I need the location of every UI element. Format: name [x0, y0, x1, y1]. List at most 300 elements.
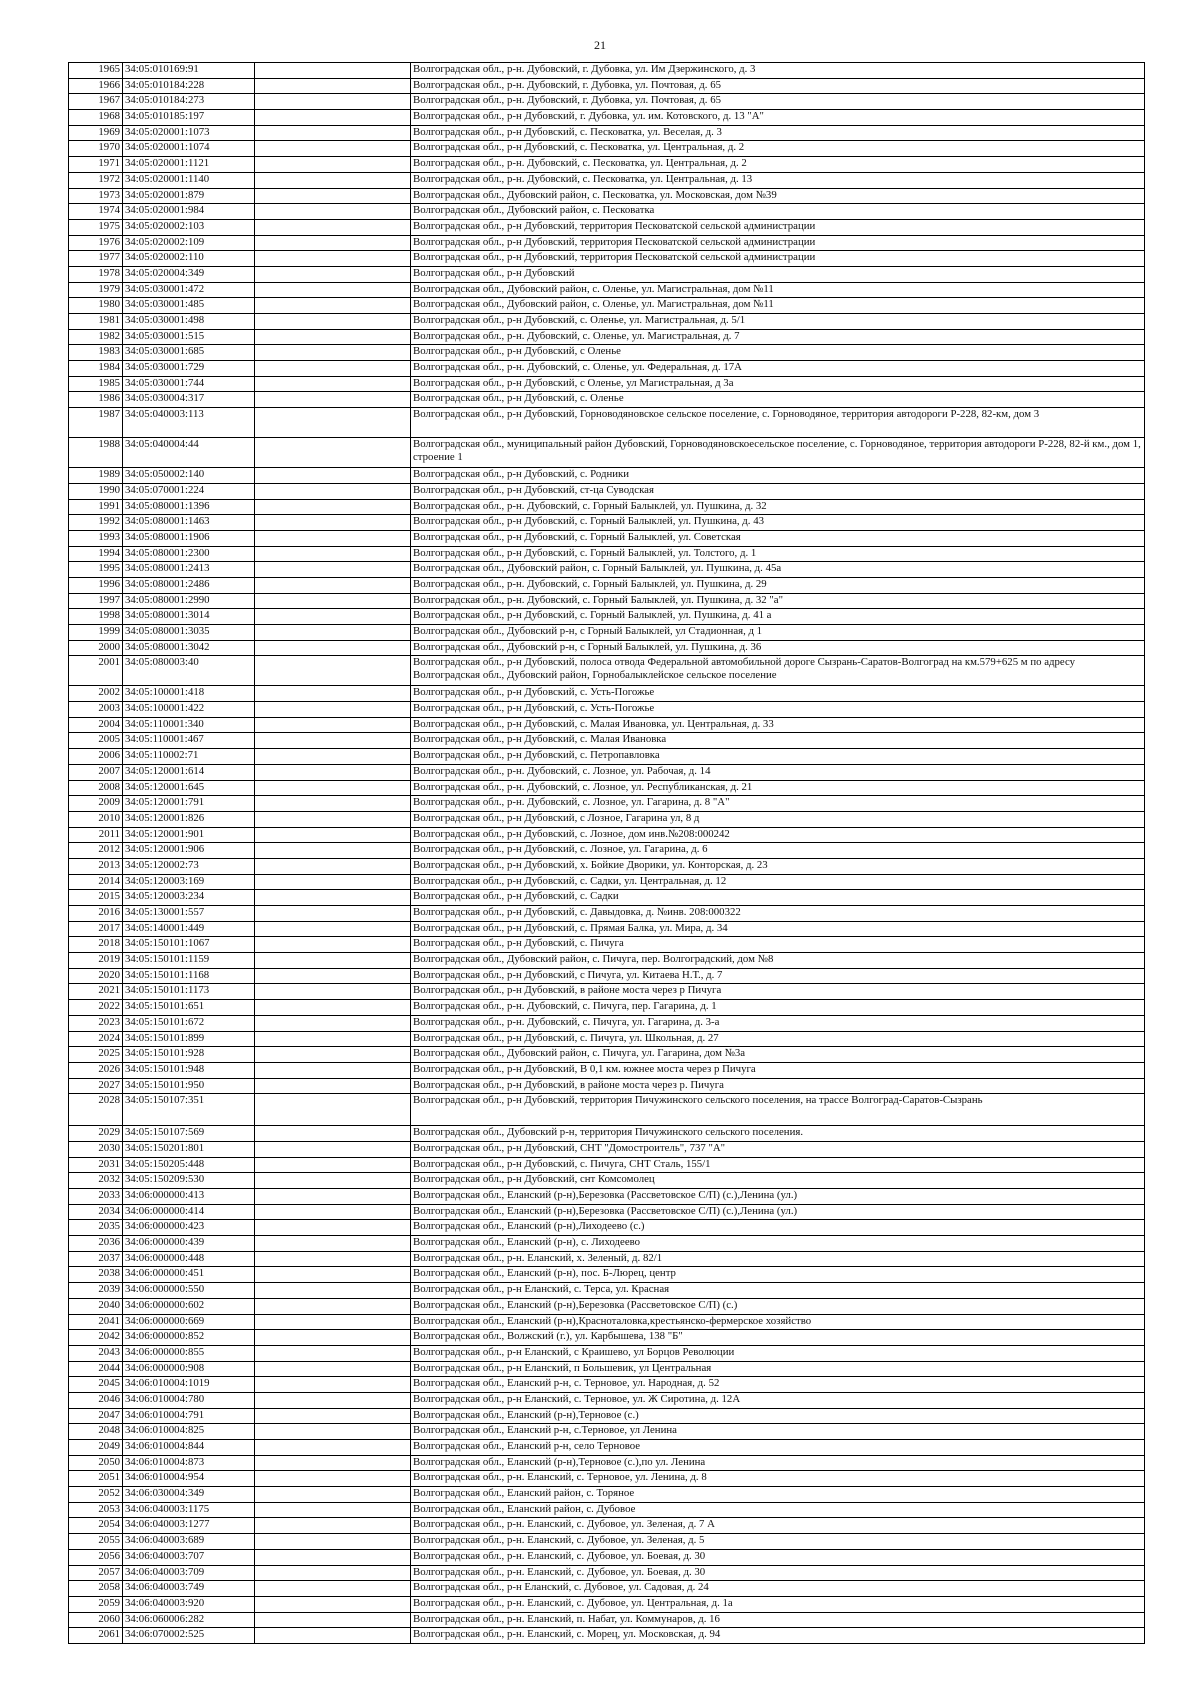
address-cell: Волгоградская обл., р-н. Дубовский, с. Горный Балыклей, ул. Пушкина, д. 32 [411, 499, 1145, 515]
cadastral-number-cell: 34:05:020002:110 [123, 251, 255, 267]
address-cell: Волгоградская обл., р-н Дубовский, с. Усть-Погожье [411, 686, 1145, 702]
table-row [69, 1565, 1145, 1581]
cadastral-number-cell: 34:05:080001:1396 [123, 499, 255, 515]
blank-cell [255, 1000, 411, 1016]
blank-cell [255, 483, 411, 499]
cadastral-number-cell: 34:06:010004:873 [123, 1455, 255, 1471]
cadastral-number-cell: 34:05:150101:1173 [123, 984, 255, 1000]
row-number-cell: 1976 [69, 235, 123, 251]
cadastral-number-cell: 34:05:100001:418 [123, 686, 255, 702]
cadastral-number-cell: 34:05:120003:169 [123, 874, 255, 890]
cadastral-number-cell: 34:06:060006:282 [123, 1612, 255, 1628]
blank-cell [255, 1157, 411, 1173]
address-cell: Волгоградская обл., р-н Дубовский, с. Песковатка, ул. Веселая, д. 3 [411, 125, 1145, 141]
address-cell: Волгоградская обл., р-н Дубовский, с. Горный Балыклей, ул. Пушкина, д. 43 [411, 515, 1145, 531]
table-row [69, 1141, 1145, 1157]
blank-cell [255, 749, 411, 765]
table-row [69, 1549, 1145, 1565]
address-cell: Волгоградская обл., р-н. Дубовский, с. Пичуга, пер. Гагарина, д. 1 [411, 1000, 1145, 1016]
address-cell: Волгоградская обл., р-н Дубовский, с. Пичуга, СНТ Сталь, 155/1 [411, 1157, 1145, 1173]
table-body [69, 63, 1145, 1644]
row-number-cell: 2008 [69, 780, 123, 796]
address-cell: Волгоградская обл., Еланский (р-н), с. Лиходеево [411, 1236, 1145, 1252]
row-number-cell: 1966 [69, 78, 123, 94]
address-cell: Волгоградская обл., Дубовский район, с. Пичуга, пер. Волгоградский, дом №8 [411, 953, 1145, 969]
blank-cell [255, 1236, 411, 1252]
address-cell: Волгоградская обл., р-н. Еланский, с. Дубовое, ул. Зеленая, д. 5 [411, 1534, 1145, 1550]
address-cell: Волгоградская обл., Еланский р-н, с. Терновое, ул. Народная, д. 52 [411, 1377, 1145, 1393]
row-number-cell: 2023 [69, 1015, 123, 1031]
address-cell: Волгоградская обл., Еланский (р-н),Березовка (Рассветовское С/П) (с.) [411, 1298, 1145, 1314]
address-cell: Волгоградская обл., Еланский район, с. Торяное [411, 1487, 1145, 1503]
row-number-cell: 2003 [69, 702, 123, 718]
address-cell: Волгоградская обл., р-н. Дубовский, с. Пичуга, ул. Гагарина, д. 3-а [411, 1015, 1145, 1031]
blank-cell [255, 345, 411, 361]
blank-cell [255, 780, 411, 796]
blank-cell [255, 157, 411, 173]
address-cell: Волгоградская обл., р-н. Дубовский, с. Лозное, ул. Гагарина, д. 8 "А" [411, 796, 1145, 812]
table-row [69, 1471, 1145, 1487]
cadastral-number-cell: 34:05:140001:449 [123, 921, 255, 937]
row-number-cell: 2031 [69, 1157, 123, 1173]
row-number-cell: 1984 [69, 361, 123, 377]
table-row [69, 1502, 1145, 1518]
table-row [69, 780, 1145, 796]
cadastral-number-cell: 34:05:110002:71 [123, 749, 255, 765]
blank-cell [255, 376, 411, 392]
address-cell: Волгоградская обл., Дубовский район, с. Песковатка, ул. Московская, дом №39 [411, 188, 1145, 204]
table-row [69, 609, 1145, 625]
row-number-cell: 1978 [69, 266, 123, 282]
address-cell: Волгоградская обл., р-н Дубовский, с. Лозное, дом инв.№208:000242 [411, 827, 1145, 843]
table-row [69, 483, 1145, 499]
row-number-cell: 1977 [69, 251, 123, 267]
blank-cell [255, 1518, 411, 1534]
address-cell: Волгоградская обл., р-н Дубовский, с. Горный Балыклей, ул. Толстого, д. 1 [411, 546, 1145, 562]
table-row [69, 764, 1145, 780]
cadastral-number-cell: 34:06:000000:602 [123, 1298, 255, 1314]
row-number-cell: 1999 [69, 625, 123, 641]
table-row [69, 157, 1145, 173]
row-number-cell: 2034 [69, 1204, 123, 1220]
table-row [69, 749, 1145, 765]
row-number-cell: 1979 [69, 282, 123, 298]
address-cell: Волгоградская обл., Еланский (р-н), пос. Б-Люрец, центр [411, 1267, 1145, 1283]
table-row [69, 1062, 1145, 1078]
row-number-cell: 2011 [69, 827, 123, 843]
table-row [69, 1283, 1145, 1299]
cadastral-number-cell: 34:05:040003:113 [123, 408, 255, 438]
address-cell: Волгоградская обл., р-н Дубовский, с. Горный Балыклей, ул. Советская [411, 530, 1145, 546]
row-number-cell: 1968 [69, 110, 123, 126]
row-number-cell: 1987 [69, 408, 123, 438]
table-row [69, 1612, 1145, 1628]
cadastral-number-cell: 34:05:120002:73 [123, 858, 255, 874]
cadastral-number-cell: 34:05:080001:1906 [123, 530, 255, 546]
address-cell: Волгоградская обл., р-н. Дубовский, с. Лозное, ул. Республиканская, д. 21 [411, 780, 1145, 796]
row-number-cell: 2048 [69, 1424, 123, 1440]
blank-cell [255, 733, 411, 749]
cadastral-number-cell: 34:05:080001:3014 [123, 609, 255, 625]
blank-cell [255, 1015, 411, 1031]
row-number-cell: 2005 [69, 733, 123, 749]
blank-cell [255, 906, 411, 922]
table-row [69, 188, 1145, 204]
row-number-cell: 1988 [69, 438, 123, 468]
address-cell: Волгоградская обл., р-н Дубовский, с Лозное, Гагарина ул, 8 д [411, 811, 1145, 827]
row-number-cell: 2000 [69, 640, 123, 656]
address-cell: Волгоградская обл., Дубовский район, с. Пичуга, ул. Гагарина, дом №3а [411, 1047, 1145, 1063]
table-row [69, 63, 1145, 79]
blank-cell [255, 577, 411, 593]
table-row [69, 110, 1145, 126]
blank-cell [255, 1534, 411, 1550]
table-row [69, 1330, 1145, 1346]
address-cell: Волгоградская обл., р-н Еланский, с Краишево, ул Борцов Революции [411, 1345, 1145, 1361]
table-row [69, 577, 1145, 593]
cadastral-number-cell: 34:05:120001:901 [123, 827, 255, 843]
table-row [69, 1189, 1145, 1205]
blank-cell [255, 843, 411, 859]
table-row [69, 1628, 1145, 1644]
cadastral-number-cell: 34:05:120001:826 [123, 811, 255, 827]
row-number-cell: 2018 [69, 937, 123, 953]
blank-cell [255, 1062, 411, 1078]
address-cell: Волгоградская обл., Дубовский р-н, с Горный Балыклей, ул. Пушкина, д. 36 [411, 640, 1145, 656]
table-row [69, 858, 1145, 874]
blank-cell [255, 1031, 411, 1047]
blank-cell [255, 1189, 411, 1205]
cadastral-number-cell: 34:05:020004:349 [123, 266, 255, 282]
table-row [69, 499, 1145, 515]
row-number-cell: 1981 [69, 314, 123, 330]
blank-cell [255, 251, 411, 267]
table-row [69, 1361, 1145, 1377]
row-number-cell: 1973 [69, 188, 123, 204]
address-cell: Волгоградская обл., р-н. Дубовский, г. Дубовка, ул. Им Дзержинского, д. 3 [411, 63, 1145, 79]
table-row [69, 1015, 1145, 1031]
cadastral-number-cell: 34:06:000000:451 [123, 1267, 255, 1283]
address-cell: Волгоградская обл., р-н Дубовский, территория Песковатской сельской администрации [411, 219, 1145, 235]
address-cell: Волгоградская обл., р-н. Еланский, с. Дубовое, ул. Зеленая, д. 7 А [411, 1518, 1145, 1534]
row-number-cell: 1982 [69, 329, 123, 345]
table-row [69, 640, 1145, 656]
address-cell: Волгоградская обл., р-н Дубовский, территория Песковатской сельской администрации [411, 251, 1145, 267]
row-number-cell: 2043 [69, 1345, 123, 1361]
blank-cell [255, 314, 411, 330]
cadastral-number-cell: 34:05:150101:1159 [123, 953, 255, 969]
blank-cell [255, 392, 411, 408]
address-cell: Волгоградская обл., р-н. Еланский, п. Набат, ул. Коммунаров, д. 16 [411, 1612, 1145, 1628]
cadastral-number-cell: 34:05:020002:109 [123, 235, 255, 251]
address-cell: Волгоградская обл., р-н Дубовский, Горноводяновское сельское поселение, с. Горноводяное, территория автодороги Р-228, 82-км, дом 3 [411, 408, 1145, 438]
row-number-cell: 2007 [69, 764, 123, 780]
cadastral-number-cell: 34:05:010169:91 [123, 63, 255, 79]
cadastral-number-cell: 34:05:010185:197 [123, 110, 255, 126]
blank-cell [255, 1565, 411, 1581]
address-cell: Волгоградская обл., р-н. Еланский, с. Морец, ул. Московская, д. 94 [411, 1628, 1145, 1644]
blank-cell [255, 656, 411, 686]
blank-cell [255, 408, 411, 438]
address-cell: Волгоградская обл., р-н Дубовский [411, 266, 1145, 282]
row-number-cell: 1974 [69, 204, 123, 220]
row-number-cell: 2058 [69, 1581, 123, 1597]
blank-cell [255, 640, 411, 656]
cadastral-number-cell: 34:05:150101:672 [123, 1015, 255, 1031]
blank-cell [255, 1298, 411, 1314]
cadastral-number-cell: 34:05:120001:614 [123, 764, 255, 780]
row-number-cell: 2027 [69, 1078, 123, 1094]
blank-cell [255, 890, 411, 906]
row-number-cell: 2015 [69, 890, 123, 906]
address-cell: Волгоградская обл., Дубовский район, с. Песковатка [411, 204, 1145, 220]
cadastral-number-cell: 34:05:010184:228 [123, 78, 255, 94]
cadastral-number-cell: 34:06:040003:689 [123, 1534, 255, 1550]
blank-cell [255, 1440, 411, 1456]
row-number-cell: 2032 [69, 1173, 123, 1189]
blank-cell [255, 141, 411, 157]
table-row [69, 345, 1145, 361]
table-row [69, 796, 1145, 812]
row-number-cell: 2006 [69, 749, 123, 765]
row-number-cell: 2053 [69, 1502, 123, 1518]
blank-cell [255, 1283, 411, 1299]
table-row [69, 937, 1145, 953]
table-row [69, 282, 1145, 298]
table-row [69, 890, 1145, 906]
blank-cell [255, 1392, 411, 1408]
address-cell: Волгоградская обл., р-н. Еланский, с. Дубовое, ул. Боевая, д. 30 [411, 1565, 1145, 1581]
address-cell: Волгоградская обл., р-н. Дубовский, с. Песковатка, ул. Центральная, д. 13 [411, 172, 1145, 188]
cadastral-number-cell: 34:05:030001:685 [123, 345, 255, 361]
address-cell: Волгоградская обл., Еланский (р-н),Терновое (с.) [411, 1408, 1145, 1424]
cadastral-number-cell: 34:05:080001:2300 [123, 546, 255, 562]
row-number-cell: 1991 [69, 499, 123, 515]
cadastral-number-cell: 34:05:150107:569 [123, 1126, 255, 1142]
cadastral-number-cell: 34:05:150101:948 [123, 1062, 255, 1078]
row-number-cell: 2020 [69, 968, 123, 984]
cadastral-number-cell: 34:05:030001:498 [123, 314, 255, 330]
blank-cell [255, 1628, 411, 1644]
blank-cell [255, 1408, 411, 1424]
table-row [69, 94, 1145, 110]
blank-cell [255, 63, 411, 79]
address-cell: Волгоградская обл., р-н Дубовский, В 0,1 км. южнее моста через р Пичуга [411, 1062, 1145, 1078]
blank-cell [255, 1251, 411, 1267]
row-number-cell: 2052 [69, 1487, 123, 1503]
row-number-cell: 2013 [69, 858, 123, 874]
cadastral-number-cell: 34:05:150101:899 [123, 1031, 255, 1047]
row-number-cell: 2057 [69, 1565, 123, 1581]
address-cell: Волгоградская обл., Дубовский район, с. Горный Балыклей, ул. Пушкина, д. 45а [411, 562, 1145, 578]
cadastral-number-cell: 34:06:000000:413 [123, 1189, 255, 1205]
blank-cell [255, 937, 411, 953]
address-cell: Волгоградская обл., р-н Дубовский, х. Бойкие Дворики, ул. Конторская, д. 23 [411, 858, 1145, 874]
table-row [69, 1581, 1145, 1597]
blank-cell [255, 78, 411, 94]
cadastral-number-cell: 34:06:010004:791 [123, 1408, 255, 1424]
table-row [69, 1596, 1145, 1612]
address-cell: Волгоградская обл., р-н. Дубовский, г. Дубовка, ул. Почтовая, д. 65 [411, 78, 1145, 94]
address-cell: Волгоградская обл., р-н Дубовский, с. Оленье [411, 392, 1145, 408]
row-number-cell: 2042 [69, 1330, 123, 1346]
blank-cell [255, 1126, 411, 1142]
table-row [69, 1455, 1145, 1471]
row-number-cell: 2016 [69, 906, 123, 922]
row-number-cell: 2050 [69, 1455, 123, 1471]
row-number-cell: 1990 [69, 483, 123, 499]
table-row [69, 314, 1145, 330]
address-cell: Волгоградская обл., р-н Дубовский, с. Песковатка, ул. Центральная, д. 2 [411, 141, 1145, 157]
blank-cell [255, 1455, 411, 1471]
cadastral-number-cell: 34:05:020001:1073 [123, 125, 255, 141]
table-row [69, 1251, 1145, 1267]
cadastral-number-cell: 34:05:150101:1168 [123, 968, 255, 984]
address-cell: Волгоградская обл., р-н Дубовский, с. Усть-Погожье [411, 702, 1145, 718]
cadastral-number-cell: 34:05:150205:448 [123, 1157, 255, 1173]
address-cell: Волгоградская обл., р-н Дубовский, ст-ца Суводская [411, 483, 1145, 499]
table-row [69, 1267, 1145, 1283]
address-cell: Волгоградская обл., Еланский (р-н),Березовка (Рассветовское С/П) (с.),Ленина (ул.) [411, 1189, 1145, 1205]
row-number-cell: 1994 [69, 546, 123, 562]
table-row [69, 1392, 1145, 1408]
address-cell: Волгоградская обл., р-н Еланский, п Большевик, ул Центральная [411, 1361, 1145, 1377]
cadastral-number-cell: 34:05:030001:485 [123, 298, 255, 314]
address-cell: Волгоградская обл., Еланский р-н, село Терновое [411, 1440, 1145, 1456]
address-cell: Волгоградская обл., р-н Дубовский, с. Прямая Балка, ул. Мира, д. 34 [411, 921, 1145, 937]
cadastral-number-cell: 34:06:000000:908 [123, 1361, 255, 1377]
cadastral-number-cell: 34:05:030004:317 [123, 392, 255, 408]
address-cell: Волгоградская обл., Еланский р-н, с.Терновое, ул Ленина [411, 1424, 1145, 1440]
row-number-cell: 2001 [69, 656, 123, 686]
address-cell: Волгоградская обл., р-н. Еланский, с. Дубовое, ул. Центральная, д. 1а [411, 1596, 1145, 1612]
table-row [69, 686, 1145, 702]
blank-cell [255, 468, 411, 484]
cadastral-number-cell: 34:05:120001:906 [123, 843, 255, 859]
address-cell: Волгоградская обл., р-н Дубовский, с. Садки, ул. Центральная, д. 12 [411, 874, 1145, 890]
blank-cell [255, 609, 411, 625]
row-number-cell: 2037 [69, 1251, 123, 1267]
address-cell: Волгоградская обл., р-н Дубовский, с Оленье [411, 345, 1145, 361]
row-number-cell: 2060 [69, 1612, 123, 1628]
cadastral-number-cell: 34:06:040003:749 [123, 1581, 255, 1597]
address-cell: Волгоградская обл., р-н Дубовский, с. Пичуга, ул. Школьная, д. 27 [411, 1031, 1145, 1047]
cadastral-number-cell: 34:05:120001:645 [123, 780, 255, 796]
blank-cell [255, 1220, 411, 1236]
table-row [69, 1345, 1145, 1361]
blank-cell [255, 219, 411, 235]
cadastral-number-cell: 34:06:000000:669 [123, 1314, 255, 1330]
cadastral-number-cell: 34:05:150107:351 [123, 1094, 255, 1126]
address-cell: Волгоградская обл., Дубовский р-н, с Горный Балыклей, ул Стадионная, д 1 [411, 625, 1145, 641]
address-cell: Волгоградская обл., р-н. Дубовский, с. Горный Балыклей, ул. Пушкина, д. 32 "а" [411, 593, 1145, 609]
table-row [69, 1094, 1145, 1126]
cadastral-number-cell: 34:05:050002:140 [123, 468, 255, 484]
address-cell: Волгоградская обл., р-н. Дубовский, с. Горный Балыклей, ул. Пушкина, д. 29 [411, 577, 1145, 593]
row-number-cell: 2055 [69, 1534, 123, 1550]
cadastral-number-cell: 34:06:010004:780 [123, 1392, 255, 1408]
table-row [69, 1173, 1145, 1189]
cadastral-number-cell: 34:05:120003:234 [123, 890, 255, 906]
row-number-cell: 2009 [69, 796, 123, 812]
address-cell: Волгоградская обл., р-н. Дубовский, с. Лозное, ул. Рабочая, д. 14 [411, 764, 1145, 780]
cadastral-number-cell: 34:05:150101:651 [123, 1000, 255, 1016]
row-number-cell: 2014 [69, 874, 123, 890]
blank-cell [255, 1078, 411, 1094]
blank-cell [255, 499, 411, 515]
address-cell: Волгоградская обл., р-н. Дубовский, с. Оленье, ул. Федеральная, д. 17А [411, 361, 1145, 377]
blank-cell [255, 110, 411, 126]
address-cell: Волгоградская обл., р-н Дубовский, с. Малая Ивановка [411, 733, 1145, 749]
address-cell: Волгоградская обл., р-н Дубовский, с. Родники [411, 468, 1145, 484]
address-cell: Волгоградская обл., р-н Дубовский, в районе моста через р Пичуга [411, 984, 1145, 1000]
cadastral-number-cell: 34:06:000000:414 [123, 1204, 255, 1220]
blank-cell [255, 858, 411, 874]
row-number-cell: 1983 [69, 345, 123, 361]
blank-cell [255, 593, 411, 609]
blank-cell [255, 1204, 411, 1220]
table-row [69, 1424, 1145, 1440]
blank-cell [255, 1094, 411, 1126]
blank-cell [255, 1267, 411, 1283]
blank-cell [255, 172, 411, 188]
blank-cell [255, 361, 411, 377]
cadastral-number-cell: 34:06:000000:448 [123, 1251, 255, 1267]
blank-cell [255, 1330, 411, 1346]
blank-cell [255, 968, 411, 984]
cadastral-number-cell: 34:05:020001:984 [123, 204, 255, 220]
property-register-table [68, 62, 1145, 1644]
row-number-cell: 2035 [69, 1220, 123, 1236]
cadastral-number-cell: 34:05:150201:801 [123, 1141, 255, 1157]
table-row [69, 546, 1145, 562]
table-row [69, 921, 1145, 937]
address-cell: Волгоградская обл., Еланский район, с. Дубовое [411, 1502, 1145, 1518]
blank-cell [255, 562, 411, 578]
row-number-cell: 1986 [69, 392, 123, 408]
table-row [69, 235, 1145, 251]
row-number-cell: 2041 [69, 1314, 123, 1330]
blank-cell [255, 921, 411, 937]
cadastral-number-cell: 34:06:000000:855 [123, 1345, 255, 1361]
table-row [69, 906, 1145, 922]
row-number-cell: 2056 [69, 1549, 123, 1565]
blank-cell [255, 717, 411, 733]
cadastral-number-cell: 34:05:150101:1067 [123, 937, 255, 953]
row-number-cell: 2022 [69, 1000, 123, 1016]
cadastral-number-cell: 34:05:070001:224 [123, 483, 255, 499]
cadastral-number-cell: 34:06:040003:707 [123, 1549, 255, 1565]
address-cell: Волгоградская обл., р-н Дубовский, с. Малая Ивановка, ул. Центральная, д. 33 [411, 717, 1145, 733]
address-cell: Волгоградская обл., р-н Дубовский, полоса отвода Федеральной автомобильной дороге Сызрань-Саратов-Волгоград на км.579+625 м по адресу Волгоградская обл., Дубовский район, Горнобалыклейское сельское поселение [411, 656, 1145, 686]
table-row [69, 361, 1145, 377]
blank-cell [255, 204, 411, 220]
table-row [69, 1408, 1145, 1424]
address-cell: Волгоградская обл., р-н Дубовский, снт Комсомолец [411, 1173, 1145, 1189]
blank-cell [255, 827, 411, 843]
address-cell: Волгоградская обл., р-н Дубовский, с. Петропавловка [411, 749, 1145, 765]
cadastral-number-cell: 34:06:000000:423 [123, 1220, 255, 1236]
cadastral-number-cell: 34:05:130001:557 [123, 906, 255, 922]
cadastral-number-cell: 34:06:040003:920 [123, 1596, 255, 1612]
address-cell: Волгоградская обл., р-н. Еланский, с. Терновое, ул. Ленина, д. 8 [411, 1471, 1145, 1487]
row-number-cell: 2029 [69, 1126, 123, 1142]
table-row [69, 1377, 1145, 1393]
blank-cell [255, 811, 411, 827]
table-row [69, 1220, 1145, 1236]
table-row [69, 1487, 1145, 1503]
row-number-cell: 1972 [69, 172, 123, 188]
